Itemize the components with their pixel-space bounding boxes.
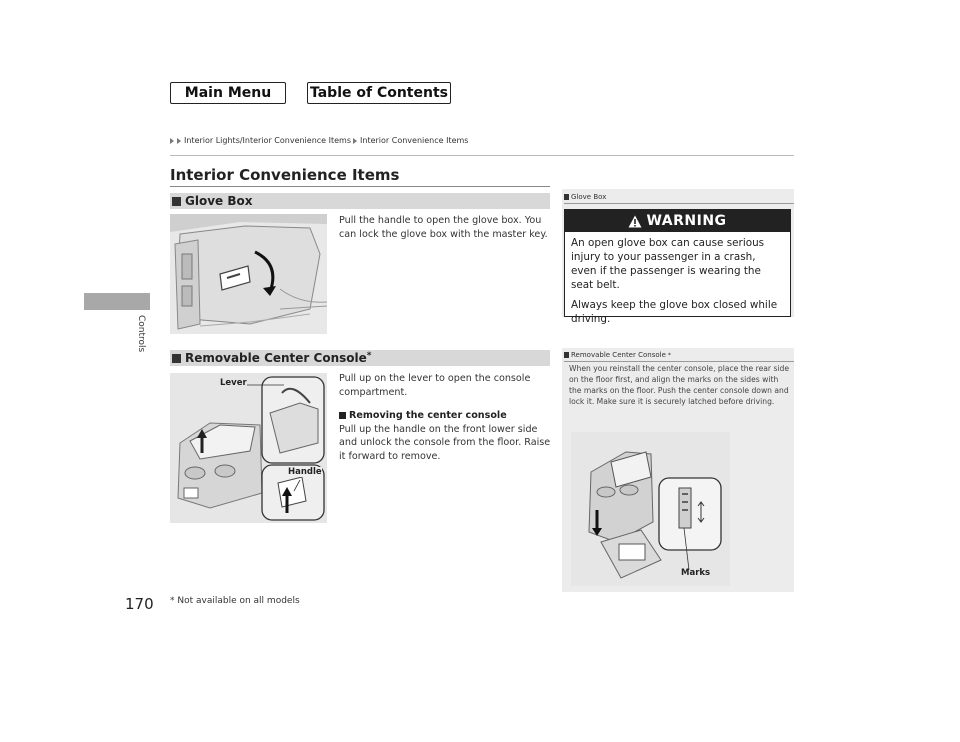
glove-box-drawing bbox=[170, 214, 327, 334]
note-marker-icon bbox=[564, 194, 569, 200]
glove-box-heading bbox=[170, 193, 550, 209]
note-marker-icon bbox=[564, 352, 569, 358]
main-menu-button[interactable]: Main Menu bbox=[170, 82, 286, 104]
glove-box-heading-text: Glove Box bbox=[185, 194, 253, 208]
warning-triangle-icon bbox=[628, 215, 642, 228]
removing-console-subheading: Removing the center console bbox=[339, 409, 551, 423]
title-divider bbox=[170, 186, 550, 187]
warning-box bbox=[564, 209, 791, 325]
console-note-divider bbox=[564, 361, 794, 362]
section-tab bbox=[84, 293, 150, 310]
glove-box-text: Pull the handle to open the glove box. You can lock the glove box with the master key. bbox=[339, 215, 548, 240]
warning-text-1: An open glove box can cause serious injury to your passenger in a crash, even if the passenger is wearing the seat belt. bbox=[571, 237, 765, 291]
glove-box-illustration bbox=[170, 214, 327, 334]
center-console-text bbox=[339, 372, 551, 463]
breadcrumb-current: Interior Convenience Items bbox=[360, 136, 469, 145]
marks-label: Marks bbox=[681, 568, 711, 578]
header-divider bbox=[170, 155, 794, 156]
console-marks-drawing bbox=[571, 432, 730, 586]
page-number: 170 bbox=[125, 595, 154, 613]
center-console-note-text: When you reinstall the center console, place the rear side on the floor first, and align the marks on the sides with the marks on the floor. Push the center console down and lock it. Make sure it is securely latched before driving. bbox=[569, 364, 790, 406]
square-bullet-icon bbox=[172, 197, 181, 206]
glove-box-note-head: Glove Box bbox=[564, 193, 606, 201]
handle-label: Handle bbox=[288, 467, 322, 477]
center-console-heading bbox=[170, 350, 550, 366]
breadcrumb bbox=[170, 136, 468, 145]
glove-note-divider bbox=[564, 203, 794, 204]
breadcrumb-arrow-icon bbox=[177, 138, 181, 144]
section-label: Controls bbox=[136, 315, 146, 353]
breadcrumb-link-interior-lights[interactable]: Interior Lights/Interior Convenience Items bbox=[184, 136, 352, 145]
footnote: * Not available on all models bbox=[170, 596, 300, 606]
table-of-contents-button[interactable]: Table of Contents bbox=[307, 82, 451, 104]
center-console-drawing bbox=[170, 373, 327, 523]
breadcrumb-arrow-icon bbox=[353, 138, 357, 144]
console-marks-illustration bbox=[571, 432, 730, 586]
square-bullet-icon bbox=[172, 354, 181, 363]
warning-text-2: Always keep the glove box closed while driving. bbox=[571, 299, 778, 325]
center-console-paragraph: Pull up on the lever to open the console compartment. bbox=[339, 373, 531, 398]
lever-label: Lever bbox=[220, 378, 247, 388]
center-console-note-head: Removable Center Console * bbox=[564, 351, 671, 359]
center-console-illustration bbox=[170, 373, 327, 523]
breadcrumb-arrow-icon bbox=[170, 138, 174, 144]
center-console-heading-text: Removable Center Console* bbox=[185, 351, 372, 365]
warning-title: WARNING bbox=[565, 210, 790, 232]
square-bullet-icon bbox=[339, 412, 346, 419]
removing-console-paragraph: Pull up the handle on the front lower side and unlock the console from the floor. Raise it forward to remove. bbox=[339, 423, 551, 462]
page-title: Interior Convenience Items bbox=[170, 166, 400, 184]
